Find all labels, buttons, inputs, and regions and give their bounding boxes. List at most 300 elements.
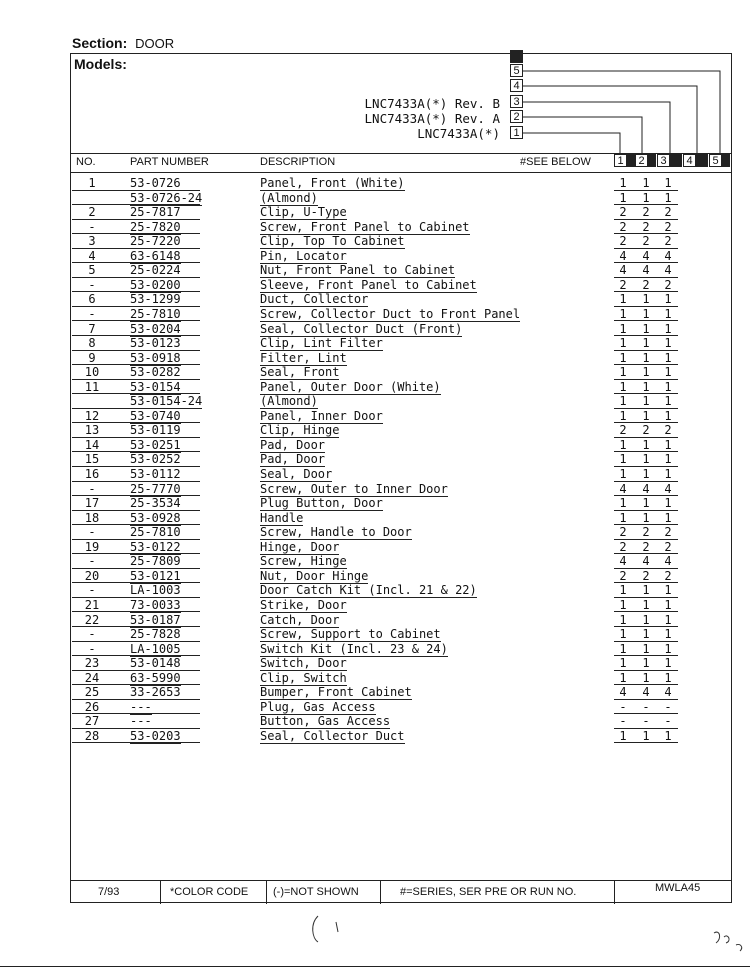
part-number: 53-0123 — [130, 336, 181, 351]
qty-series-2: 4 — [642, 481, 650, 496]
qty-series-1: 4 — [619, 554, 627, 569]
model-box-4: 4 — [510, 79, 523, 92]
item-number: - — [88, 277, 96, 292]
table-row — [72, 234, 730, 249]
part-number: 53-1299 — [130, 292, 181, 307]
table-row — [72, 263, 730, 278]
series-box-2: 2 — [635, 154, 648, 167]
table-row — [72, 700, 730, 715]
qty-series-1: 4 — [619, 481, 627, 496]
description: Screw, Hinge — [260, 554, 347, 569]
description: Clip, Top To Cabinet — [260, 234, 405, 249]
qty-series-2: 1 — [642, 176, 650, 190]
qty-series-3: 4 — [664, 263, 672, 278]
description: Door Catch Kit (Incl. 21 & 22) — [260, 583, 477, 598]
item-number: 11 — [84, 379, 100, 394]
table-row — [72, 452, 730, 467]
part-number: 53-0154-24 — [130, 394, 203, 409]
qty-series-3: 1 — [664, 336, 672, 351]
qty-series-1: 1 — [619, 597, 627, 612]
qty-underline — [614, 742, 678, 743]
table-row — [72, 365, 730, 380]
qty-series-3: 1 — [664, 306, 672, 321]
description: Hinge, Door — [260, 539, 340, 554]
footer-series-note: #=SERIES, SER PRE OR RUN NO. — [400, 886, 577, 898]
qty-series-2: 2 — [642, 234, 650, 249]
part-number: 53-0251 — [130, 437, 181, 452]
qty-series-2: 2 — [642, 423, 650, 438]
part-number: 53-0726-24 — [130, 190, 203, 205]
model-box-1: 1 — [510, 126, 523, 139]
part-number: 53-0204 — [130, 321, 181, 336]
description: Screw, Outer to Inner Door — [260, 481, 448, 496]
table-row — [72, 220, 730, 235]
table-row — [72, 714, 730, 729]
qty-series-2: 1 — [642, 452, 650, 467]
part-number: 25-7810 — [130, 525, 181, 540]
qty-series-1: 1 — [619, 583, 627, 598]
qty-series-2: 1 — [642, 467, 650, 481]
qty-series-1: 2 — [619, 234, 627, 249]
description: Panel, Front (White) — [260, 176, 405, 190]
part-number: 25-7820 — [130, 219, 181, 234]
part-number: --- — [130, 699, 152, 714]
qty-series-1: - — [619, 699, 627, 714]
series-box-4: 4 — [683, 154, 696, 167]
description: Screw, Handle to Door — [260, 525, 412, 540]
qty-series-2: 1 — [642, 336, 650, 351]
qty-series-1: 2 — [619, 219, 627, 234]
col-header-part-number: PART NUMBER — [130, 156, 209, 168]
description: Seal, Door — [260, 467, 333, 481]
qty-series-1: 1 — [619, 394, 627, 409]
qty-series-1: - — [619, 714, 627, 729]
item-number: 9 — [88, 350, 96, 365]
qty-series-2: 1 — [642, 292, 650, 307]
part-number: 53-0121 — [130, 568, 181, 583]
part-number: 53-0918 — [130, 350, 181, 365]
qty-series-3: 1 — [664, 452, 672, 467]
model-box-5: 5 — [510, 64, 523, 77]
qty-series-3: 1 — [664, 292, 672, 307]
model-line-base: LNC7433A(*) — [417, 126, 500, 141]
qty-series-2: 1 — [642, 641, 650, 656]
qty-series-2: 1 — [642, 350, 650, 365]
qty-series-1: 1 — [619, 641, 627, 656]
item-number: - — [88, 481, 96, 496]
qty-series-2: 1 — [642, 612, 650, 627]
qty-series-3: 4 — [664, 481, 672, 496]
models-label: Models: — [74, 56, 127, 72]
qty-series-3: 1 — [664, 670, 672, 685]
series-marker — [696, 154, 708, 167]
table-row — [72, 205, 730, 220]
qty-series-1: 1 — [619, 728, 627, 743]
series-box-5: 5 — [709, 154, 722, 167]
qty-series-3: 1 — [664, 510, 672, 525]
qty-series-2: 1 — [642, 656, 650, 671]
table-row — [72, 409, 730, 424]
qty-series-2: 1 — [642, 408, 650, 423]
table-row — [72, 438, 730, 453]
qty-series-3: 1 — [664, 612, 672, 627]
qty-series-2: 1 — [642, 597, 650, 612]
table-row — [72, 249, 730, 264]
qty-series-2: 1 — [642, 394, 650, 409]
item-number: 15 — [84, 452, 100, 467]
part-number: 53-0187 — [130, 612, 181, 627]
qty-series-2: 2 — [642, 277, 650, 292]
part-number: 53-0112 — [130, 467, 181, 481]
part-number: LA-1005 — [130, 641, 181, 656]
qty-series-3: 2 — [664, 277, 672, 292]
item-number: 1 — [88, 176, 96, 190]
qty-series-2: 1 — [642, 321, 650, 336]
description: Nut, Door Hinge — [260, 568, 369, 583]
qty-series-1: 1 — [619, 467, 627, 481]
qty-series-3: 1 — [664, 728, 672, 743]
item-number: 19 — [84, 539, 100, 554]
description: Switch, Door — [260, 656, 347, 671]
item-number: 12 — [84, 408, 100, 423]
qty-series-3: 4 — [664, 554, 672, 569]
qty-series-3: 1 — [664, 408, 672, 423]
description: Seal, Collector Duct (Front) — [260, 321, 463, 336]
series-marker — [722, 154, 730, 167]
footer-divider — [160, 881, 161, 904]
col-header-description: DESCRIPTION — [260, 156, 336, 168]
qty-series-3: - — [664, 699, 672, 714]
part-number: 25-7817 — [130, 205, 181, 220]
qty-series-1: 4 — [619, 263, 627, 278]
qty-series-2: 2 — [642, 219, 650, 234]
qty-series-3: 4 — [664, 685, 672, 700]
qty-series-1: 2 — [619, 525, 627, 540]
qty-series-1: 1 — [619, 176, 627, 190]
model-line-rev-b: LNC7433A(*) Rev. B — [364, 96, 500, 111]
description: (Almond) — [260, 190, 318, 205]
footer-doc-code: MWLA45 — [655, 882, 701, 894]
item-number: 3 — [88, 234, 96, 249]
item-number: - — [88, 554, 96, 569]
part-number: 53-0726 — [130, 176, 181, 190]
item-number: 14 — [84, 437, 100, 452]
qty-series-1: 1 — [619, 452, 627, 467]
table-row — [72, 467, 730, 482]
description: Handle — [260, 510, 304, 525]
footer-date: 7/93 — [98, 886, 120, 898]
qty-series-2: 1 — [642, 190, 650, 205]
description: Pad, Door — [260, 437, 326, 452]
table-row — [72, 351, 730, 366]
model-box-3: 3 — [510, 95, 523, 108]
description: Duct, Collector — [260, 292, 369, 307]
item-number: 24 — [84, 670, 100, 685]
part-number: 25-3534 — [130, 496, 181, 511]
footer-not-shown: (-)=NOT SHOWN — [273, 886, 359, 898]
series-marker — [627, 154, 635, 167]
description: Screw, Collector Duct to Front Panel — [260, 306, 521, 321]
col-header-see-below: #SEE BELOW — [520, 156, 591, 168]
qty-series-3: 1 — [664, 467, 672, 481]
description: Panel, Outer Door (White) — [260, 379, 441, 394]
description: Nut, Front Panel to Cabinet — [260, 263, 456, 278]
part-number: 53-0122 — [130, 539, 181, 554]
series-marker — [648, 154, 656, 167]
section-value: DOOR — [135, 36, 175, 51]
qty-series-3: 2 — [664, 525, 672, 540]
description: Seal, Collector Duct — [260, 728, 405, 743]
description: Pin, Locator — [260, 248, 347, 263]
part-number: 63-6148 — [130, 248, 181, 263]
qty-series-1: 1 — [619, 437, 627, 452]
table-row — [72, 729, 730, 744]
qty-series-3: 1 — [664, 597, 672, 612]
part-number: 25-7770 — [130, 481, 181, 496]
item-number: 25 — [84, 685, 100, 700]
qty-series-2: - — [642, 714, 650, 729]
description: Plug Button, Door — [260, 496, 383, 511]
series-marker — [670, 154, 682, 167]
table-row — [72, 307, 730, 322]
qty-series-3: 1 — [664, 350, 672, 365]
qty-series-3: - — [664, 714, 672, 729]
item-number: 4 — [88, 248, 96, 263]
model-line-rev-a: LNC7433A(*) Rev. A — [364, 111, 500, 126]
qty-series-3: 2 — [664, 219, 672, 234]
description: Panel, Inner Door — [260, 408, 383, 423]
description: Clip, U-Type — [260, 205, 347, 220]
qty-series-2: 1 — [642, 496, 650, 511]
description: Pad, Door — [260, 452, 326, 467]
qty-series-1: 1 — [619, 670, 627, 685]
item-number: - — [88, 219, 96, 234]
part-number: 53-0282 — [130, 365, 181, 380]
qty-series-3: 1 — [664, 583, 672, 598]
part-number: --- — [130, 714, 152, 729]
qty-series-3: 2 — [664, 205, 672, 220]
qty-series-3: 1 — [664, 365, 672, 380]
table-row — [72, 598, 730, 613]
table-row — [72, 322, 730, 337]
item-number: - — [88, 583, 96, 598]
table-row — [72, 671, 730, 686]
item-number: 16 — [84, 467, 100, 481]
col-header-no: NO. — [76, 156, 96, 168]
qty-series-1: 2 — [619, 568, 627, 583]
item-number: 26 — [84, 699, 100, 714]
qty-series-1: 1 — [619, 408, 627, 423]
qty-series-2: 2 — [642, 568, 650, 583]
table-row — [72, 394, 730, 409]
qty-series-1: 2 — [619, 423, 627, 438]
model-connector-lines — [522, 66, 732, 158]
qty-series-3: 1 — [664, 641, 672, 656]
part-number: LA-1003 — [130, 583, 181, 598]
item-number: - — [88, 306, 96, 321]
qty-series-2: 1 — [642, 670, 650, 685]
description: Catch, Door — [260, 612, 340, 627]
qty-series-3: 2 — [664, 568, 672, 583]
qty-series-3: 1 — [664, 437, 672, 452]
qty-series-3: 1 — [664, 496, 672, 511]
table-row — [72, 613, 730, 628]
part-number: 73-0033 — [130, 597, 181, 612]
item-number: 13 — [84, 423, 100, 438]
table-row — [72, 656, 730, 671]
qty-series-2: 1 — [642, 365, 650, 380]
table-row — [72, 525, 730, 540]
qty-series-2: - — [642, 699, 650, 714]
qty-series-2: 4 — [642, 263, 650, 278]
qty-series-2: 1 — [642, 583, 650, 598]
part-number: 53-0119 — [130, 423, 181, 438]
qty-series-1: 1 — [619, 627, 627, 642]
section-label: Section: DOOR — [72, 35, 175, 51]
table-row — [72, 642, 730, 657]
part-number: 53-0200 — [130, 277, 181, 292]
qty-series-2: 4 — [642, 685, 650, 700]
qty-series-1: 1 — [619, 336, 627, 351]
description: Plug, Gas Access — [260, 699, 376, 714]
footer-divider — [266, 881, 267, 904]
footer-bar — [70, 880, 732, 904]
qty-series-1: 1 — [619, 350, 627, 365]
qty-series-3: 1 — [664, 656, 672, 671]
qty-series-1: 1 — [619, 496, 627, 511]
table-row — [72, 423, 730, 438]
qty-series-2: 2 — [642, 205, 650, 220]
handwritten-initials — [710, 925, 750, 955]
description: Seal, Front — [260, 365, 340, 380]
part-number: 25-7810 — [130, 306, 181, 321]
table-row — [72, 685, 730, 700]
item-number: 28 — [84, 728, 100, 743]
qty-series-1: 1 — [619, 379, 627, 394]
item-number: 22 — [84, 612, 100, 627]
qty-series-1: 1 — [619, 510, 627, 525]
table-row — [72, 380, 730, 395]
item-number: 17 — [84, 496, 100, 511]
qty-series-3: 1 — [664, 190, 672, 205]
part-number: 25-7828 — [130, 627, 181, 642]
qty-series-3: 2 — [664, 539, 672, 554]
table-row — [72, 191, 730, 206]
page-edge-line — [0, 966, 750, 967]
qty-series-2: 4 — [642, 554, 650, 569]
item-number: 8 — [88, 336, 96, 351]
table-row — [72, 496, 730, 511]
description: Screw, Support to Cabinet — [260, 627, 441, 642]
description: Strike, Door — [260, 597, 347, 612]
footer-color-code: *COLOR CODE — [170, 886, 249, 898]
description: Screw, Front Panel to Cabinet — [260, 219, 470, 234]
qty-series-3: 2 — [664, 423, 672, 438]
qty-series-3: 1 — [664, 394, 672, 409]
item-number: 2 — [88, 205, 96, 220]
table-row — [72, 583, 730, 598]
qty-series-3: 1 — [664, 627, 672, 642]
description: Clip, Lint Filter — [260, 336, 383, 351]
item-number: 21 — [84, 597, 100, 612]
item-number: - — [88, 627, 96, 642]
qty-series-2: 2 — [642, 539, 650, 554]
qty-series-2: 1 — [642, 379, 650, 394]
qty-series-2: 2 — [642, 525, 650, 540]
description: Button, Gas Access — [260, 714, 391, 729]
qty-series-2: 1 — [642, 627, 650, 642]
part-number: 53-0928 — [130, 510, 181, 525]
item-number: 10 — [84, 365, 100, 380]
qty-series-1: 1 — [619, 306, 627, 321]
description: Clip, Hinge — [260, 423, 340, 438]
qty-series-1: 2 — [619, 205, 627, 220]
qty-series-1: 1 — [619, 190, 627, 205]
table-row — [72, 176, 730, 191]
description: Bumper, Front Cabinet — [260, 685, 412, 700]
footer-divider — [380, 881, 381, 904]
description: Switch Kit (Incl. 23 & 24) — [260, 641, 448, 656]
qty-series-2: 4 — [642, 248, 650, 263]
table-row — [72, 569, 730, 584]
item-number: 20 — [84, 568, 100, 583]
qty-series-1: 1 — [619, 656, 627, 671]
qty-series-3: 1 — [664, 379, 672, 394]
qty-series-1: 2 — [619, 277, 627, 292]
qty-series-3: 4 — [664, 248, 672, 263]
footer-divider — [614, 881, 615, 904]
qty-series-2: 1 — [642, 437, 650, 452]
item-number: 23 — [84, 656, 100, 671]
item-number: 6 — [88, 292, 96, 307]
model-box-marker — [510, 50, 523, 63]
table-row — [72, 511, 730, 526]
table-row — [72, 627, 730, 642]
item-number: 7 — [88, 321, 96, 336]
series-box-1: 1 — [614, 154, 627, 167]
qty-series-3: 2 — [664, 234, 672, 249]
qty-series-3: 1 — [664, 176, 672, 190]
table-row — [72, 336, 730, 351]
part-number: 53-0252 — [130, 452, 181, 467]
part-number: 25-7220 — [130, 234, 181, 249]
part-number: 53-0740 — [130, 408, 181, 423]
item-number: - — [88, 641, 96, 656]
qty-series-2: 1 — [642, 510, 650, 525]
part-number: 25-7809 — [130, 554, 181, 569]
qty-series-2: 1 — [642, 728, 650, 743]
item-number: 27 — [84, 714, 100, 729]
part-number: 63-5990 — [130, 670, 181, 685]
part-number: 53-0148 — [130, 656, 181, 671]
part-number: 33-2653 — [130, 685, 181, 700]
item-number: 5 — [88, 263, 96, 278]
qty-series-1: 1 — [619, 321, 627, 336]
description: (Almond) — [260, 394, 318, 409]
qty-series-1: 4 — [619, 685, 627, 700]
qty-series-1: 2 — [619, 539, 627, 554]
qty-series-1: 4 — [619, 248, 627, 263]
table-row — [72, 554, 730, 569]
series-box-3: 3 — [657, 154, 670, 167]
qty-series-2: 1 — [642, 306, 650, 321]
table-row — [72, 278, 730, 293]
qty-series-3: 1 — [664, 321, 672, 336]
item-number: 18 — [84, 510, 100, 525]
part-number: 25-0224 — [130, 263, 181, 278]
model-box-2: 2 — [510, 110, 523, 123]
header-divider-bottom — [70, 172, 732, 173]
